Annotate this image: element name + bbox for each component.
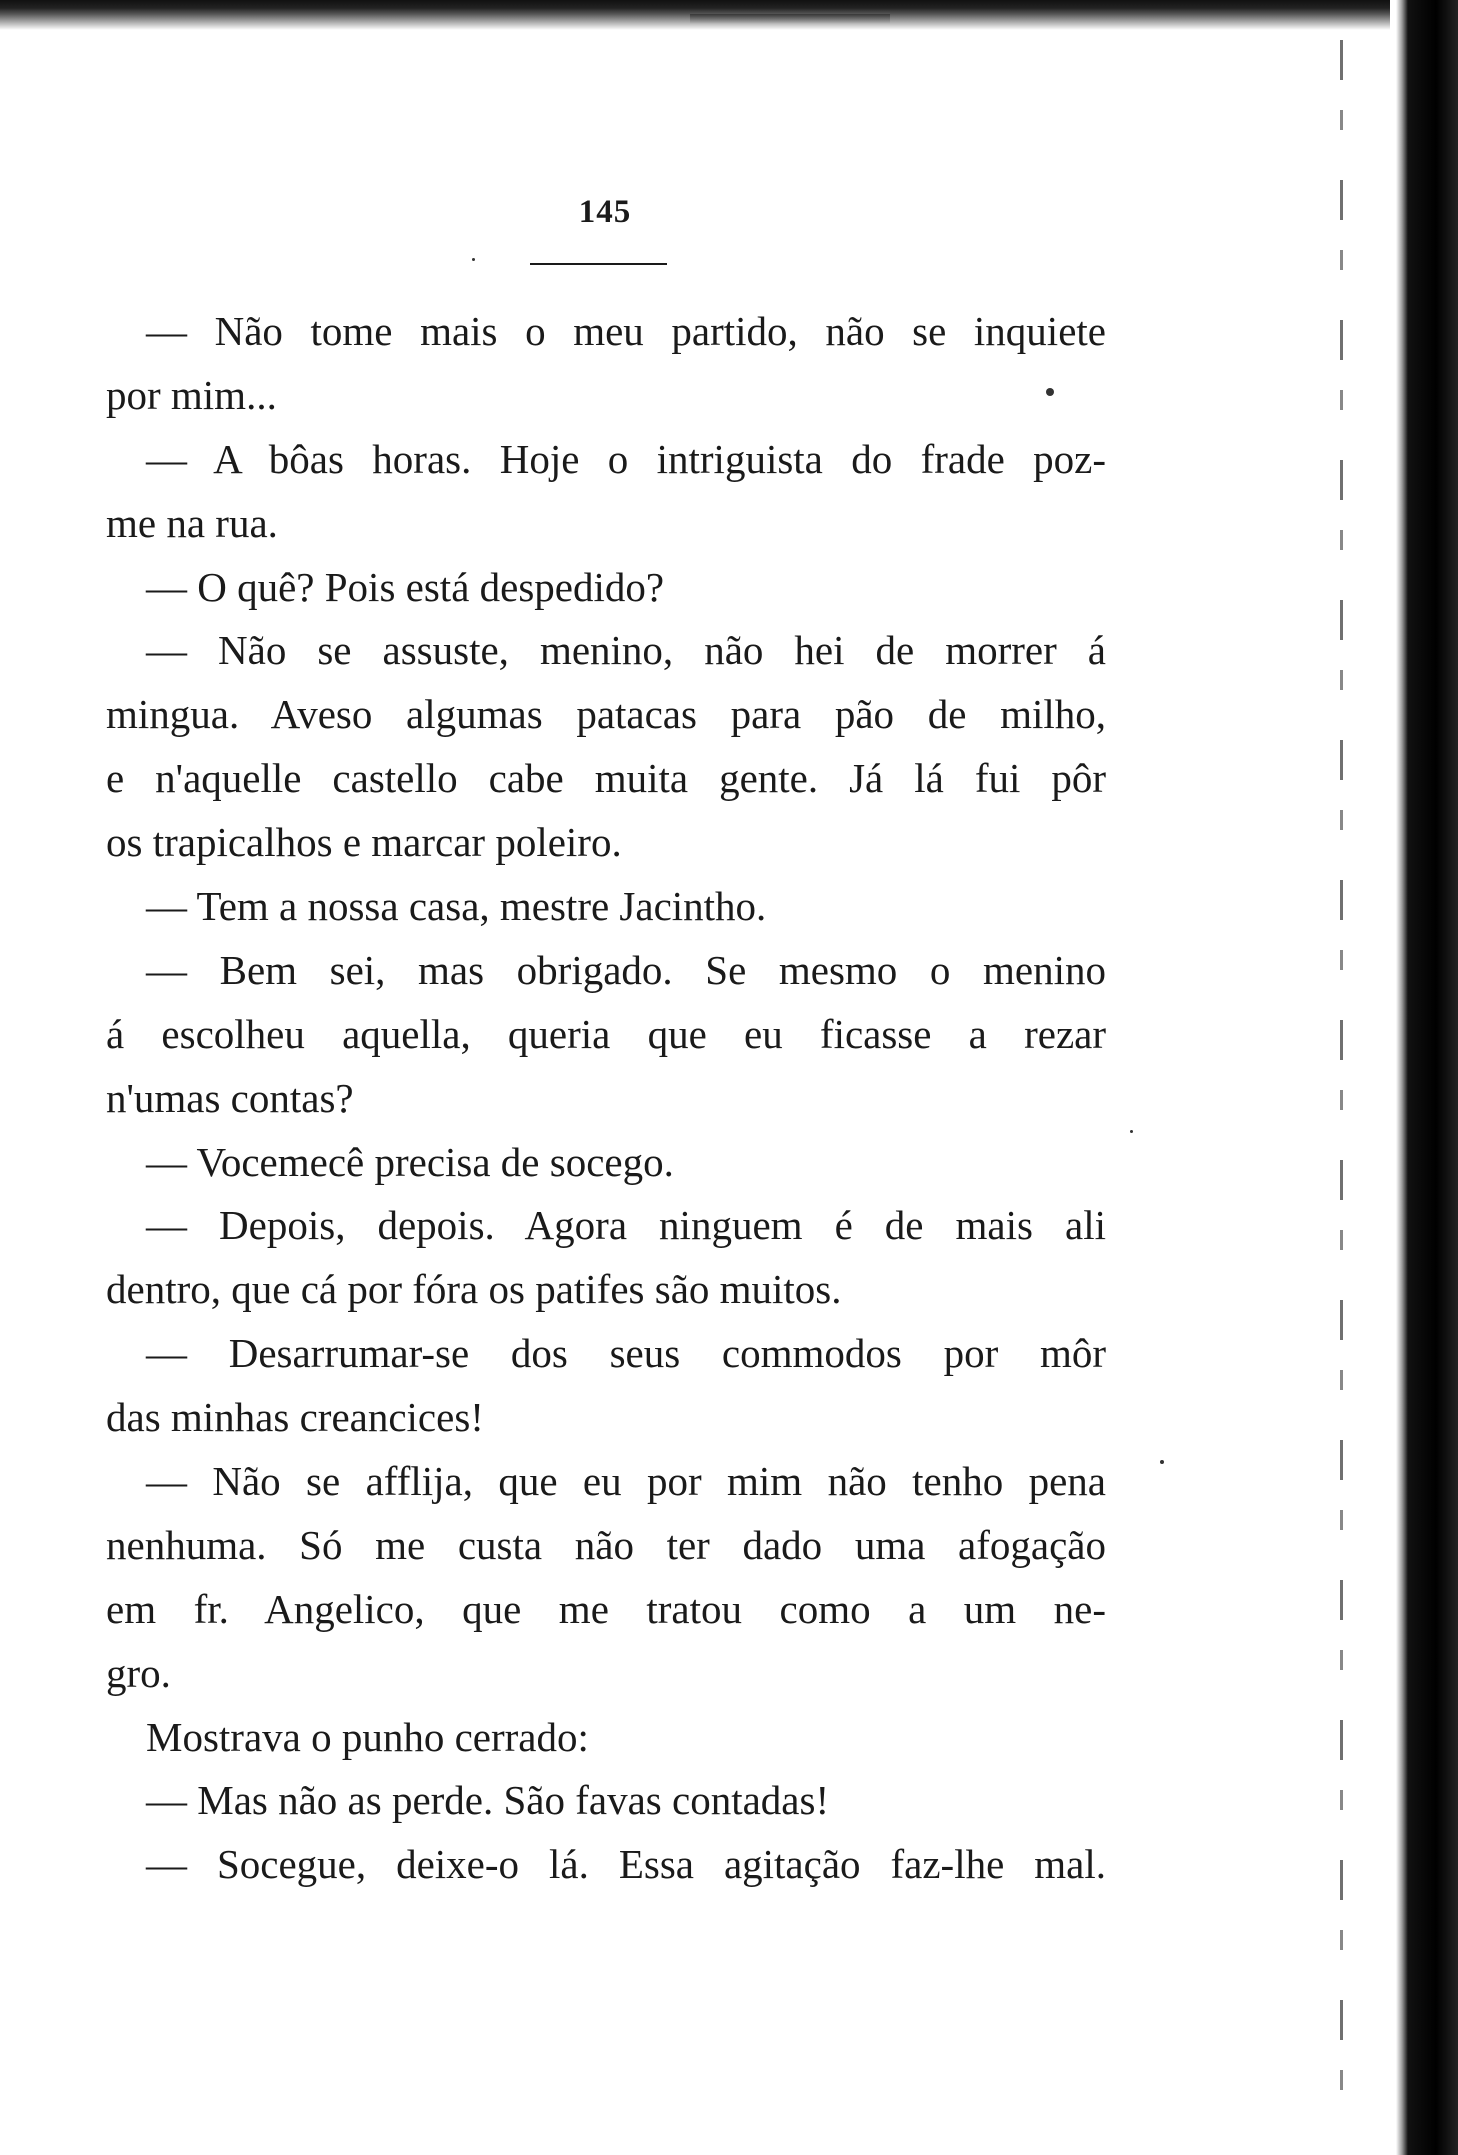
text-line: — Vocemecê precisa de socego.	[146, 1138, 674, 1185]
text-line: por mim...	[106, 371, 277, 418]
text-line: — Tem a nossa casa, mestre Jacintho.	[146, 883, 767, 930]
page-body	[106, 300, 1106, 1897]
text-line: — Depois, depois. Agora ninguem é de mais ali	[146, 1202, 1106, 1249]
text-line: gro.	[106, 1649, 171, 1696]
text-line: e n'aquelle castello cabe muita gente. Já lá fui pôr	[106, 755, 1106, 802]
text-line: dentro, que cá por fóra os patifes são muitos.	[106, 1266, 842, 1313]
text-line: nenhuma. Só me custa não ter dado uma afogação	[106, 1521, 1106, 1568]
print-speck	[1160, 1460, 1164, 1464]
text-line: me na rua.	[106, 499, 278, 546]
print-speck	[472, 258, 475, 261]
text-line: Mostrava o punho cerrado:	[146, 1713, 589, 1760]
text-line: — Desarrumar-se dos seus commodos por môr	[146, 1330, 1106, 1377]
text-line: — Não se afflija, que eu por mim não tenho pena	[146, 1458, 1106, 1505]
text-line: — Socegue, deixe-o lá. Essa agitação faz-lhe mal.	[146, 1841, 1106, 1888]
print-speck	[1046, 388, 1054, 396]
text-line: á escolheu aquella, queria que eu ficasse a rezar	[106, 1010, 1106, 1057]
gutter-shadow	[1340, 40, 1343, 2140]
text-line: — O quê? Pois está despedido?	[146, 563, 665, 610]
text-line: em fr. Angelico, que me tratou como a um ne-	[106, 1585, 1106, 1632]
book-binding-edge	[1396, 0, 1458, 2155]
text-line: os trapicalhos e marcar poleiro.	[106, 819, 622, 866]
text-line: — Bem sei, mas obrigado. Se mesmo o menino	[146, 946, 1106, 993]
text-line: n'umas contas?	[106, 1074, 354, 1121]
text-line: mingua. Aveso algumas patacas para pão de milho,	[106, 691, 1106, 738]
page-number: 145	[578, 194, 632, 230]
page-number-rule	[530, 263, 667, 265]
scan-top-edge	[0, 0, 1390, 38]
text-line: — Mas não as perde. São favas contadas!	[146, 1777, 830, 1824]
print-speck	[1130, 1130, 1133, 1133]
text-line: — Não tome mais o meu partido, não se inquiete	[146, 308, 1106, 354]
text-line: — Não se assuste, menino, não hei de morrer á	[146, 627, 1106, 674]
text-line: das minhas creancices!	[106, 1394, 484, 1441]
text-line: — A bôas horas. Hoje o intriguista do frade poz-	[146, 435, 1106, 482]
